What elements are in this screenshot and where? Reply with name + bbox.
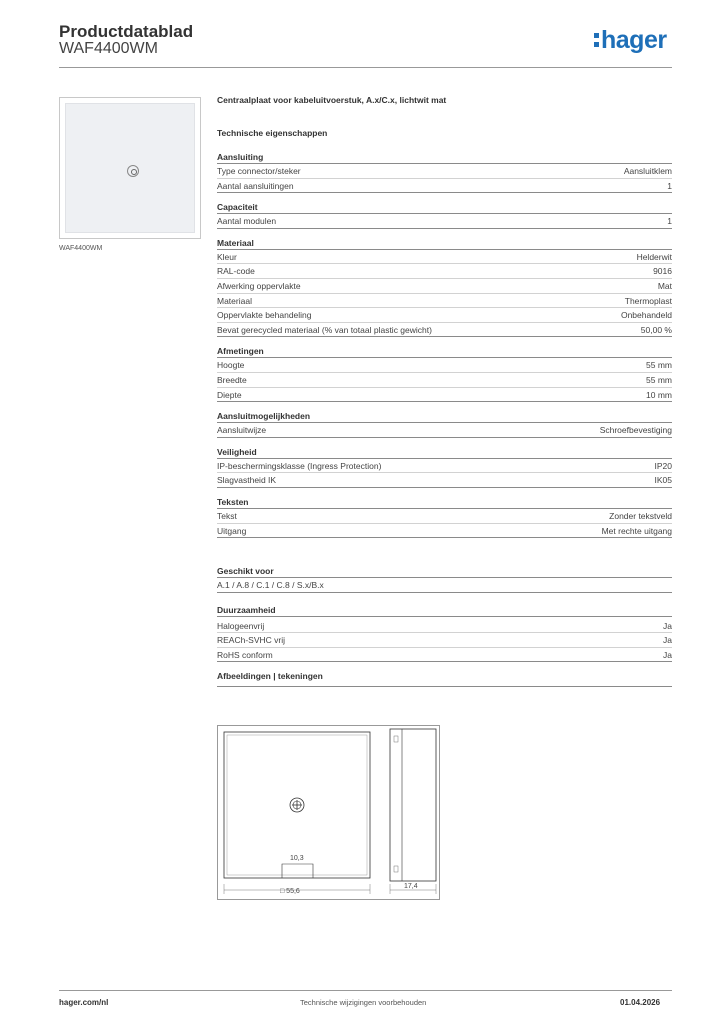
dim-width-label: □ 55,6 — [280, 888, 300, 895]
spec-row — [217, 578, 672, 593]
spec-row — [217, 264, 672, 279]
spec-row — [217, 358, 672, 373]
spec-section — [217, 344, 672, 402]
spec-value: Thermoplast — [624, 295, 672, 306]
spec-label: Breedte — [217, 374, 247, 385]
spec-label: Oppervlakte behandeling — [217, 310, 312, 321]
spec-row — [217, 524, 672, 539]
spec-row — [217, 294, 672, 309]
spec-label: IP-beschermingsklasse (Ingress Protection) — [217, 460, 382, 471]
spec-row — [217, 164, 672, 179]
spec-label: Aantal aansluitingen — [217, 180, 294, 191]
section-title: Capaciteit — [217, 200, 672, 214]
dim-depth-label: 17,4 — [404, 883, 418, 890]
footer-website[interactable]: hager.com/nl — [59, 998, 109, 1007]
spec-value: Ja — [663, 649, 672, 660]
spec-label: Diepte — [217, 389, 242, 400]
section-title: Veiligheid — [217, 445, 672, 459]
spec-label: Materiaal — [217, 295, 252, 306]
spec-row — [217, 323, 672, 338]
footer-divider — [59, 990, 672, 991]
drawings-title: Afbeeldingen | tekeningen — [217, 671, 672, 687]
dim-opening-label: 10,3 — [290, 855, 304, 862]
spec-label: REACh-SVHC vrij — [217, 635, 286, 646]
spec-value: Onbehandeld — [620, 310, 672, 321]
spec-label: Uitgang — [217, 525, 247, 536]
spec-value: 55 mm — [646, 360, 672, 371]
spec-row — [217, 473, 672, 488]
spec-row — [217, 619, 672, 634]
spec-value: 9016 — [653, 266, 672, 277]
spec-label: Aansluitwijze — [217, 425, 267, 436]
spec-label: Hoogte — [217, 360, 245, 371]
spec-value: Met rechte uitgang — [601, 525, 672, 536]
drawing-svg — [218, 726, 441, 901]
spec-section — [217, 236, 672, 338]
product-description: Centraalplaat voor kabeluitvoerstuk, A.x/C.x, lichtwit mat — [217, 95, 447, 105]
product-image-caption: WAF4400WM — [59, 245, 103, 252]
spec-value: Mat — [657, 280, 672, 291]
sustainability-section — [217, 603, 672, 663]
spec-row — [217, 179, 672, 194]
outlet-notch — [282, 864, 313, 878]
spec-row — [217, 388, 672, 403]
spec-section — [217, 200, 672, 229]
spec-value: Aansluitklem — [623, 166, 672, 176]
section-title: Teksten — [217, 495, 672, 509]
spec-section — [217, 409, 672, 438]
footer-disclaimer: Technische wijzigingen voorbehouden — [300, 998, 427, 1007]
product-image — [59, 97, 201, 239]
spec-label: RAL-code — [217, 266, 255, 277]
spec-label: A.1 / A.8 / C.1 / C.8 / S.x/B.x — [217, 580, 324, 591]
technical-drawing — [217, 725, 440, 900]
spec-section — [217, 445, 672, 488]
spec-value: IP20 — [654, 460, 672, 471]
side-view-outline — [390, 729, 436, 881]
product-code: WAF4400WM — [59, 40, 158, 57]
spec-label: Bevat gerecycled materiaal (% van totaal plastic gewicht) — [217, 324, 432, 335]
spec-section — [217, 495, 672, 538]
spec-value: 1 — [667, 216, 672, 227]
spec-content — [217, 95, 672, 687]
spec-row — [217, 633, 672, 648]
section-title: Aansluiting — [217, 150, 672, 164]
spec-label: Halogeenvrij — [217, 620, 265, 631]
spec-value: 10 mm — [646, 389, 672, 400]
spec-row — [217, 423, 672, 438]
hager-logo: hager — [594, 26, 667, 55]
spec-sections — [217, 150, 672, 538]
spec-row — [217, 509, 672, 524]
spec-value: Ja — [663, 635, 672, 646]
spec-label: Slagvastheid IK — [217, 475, 277, 486]
spec-label: Afwerking oppervlakte — [217, 280, 301, 291]
spec-row — [217, 648, 672, 663]
header-divider — [59, 67, 672, 68]
footer-date: 01.04.2026 — [620, 998, 661, 1007]
spec-label: Type connector/steker — [217, 166, 301, 176]
suitable-section — [217, 564, 672, 593]
spec-value: 1 — [667, 180, 672, 191]
document-title: Productdatablad — [59, 22, 194, 41]
spec-label: Tekst — [217, 510, 237, 521]
section-title: Materiaal — [217, 236, 672, 250]
spec-row — [217, 308, 672, 323]
spec-label: Aantal modulen — [217, 216, 277, 227]
spec-label: RoHS conform — [217, 649, 273, 660]
spec-row — [217, 214, 672, 229]
section-title: Duurzaamheid — [217, 603, 672, 617]
spec-label: Kleur — [217, 251, 237, 262]
spec-value: Schroefbevestiging — [599, 425, 672, 436]
section-title: Geschikt voor — [217, 564, 672, 578]
spec-row — [217, 250, 672, 265]
spec-section — [217, 150, 672, 193]
section-title: Aansluitmogelijkheden — [217, 409, 672, 423]
spec-row — [217, 279, 672, 294]
section-title: Afmetingen — [217, 344, 672, 358]
logo-dots-icon — [594, 33, 599, 47]
cable-outlet-icon — [127, 165, 139, 177]
spec-row — [217, 373, 672, 388]
spec-row — [217, 459, 672, 474]
spec-value: IK05 — [654, 475, 672, 486]
tech-properties-title: Technische eigenschappen — [217, 128, 328, 138]
spec-value: Helderwit — [636, 251, 672, 262]
spec-value: Ja — [663, 620, 672, 631]
spec-value: 50,00 % — [640, 324, 672, 335]
spec-value: Zonder tekstveld — [609, 510, 672, 521]
spec-value: 55 mm — [646, 374, 672, 385]
plate-icon — [65, 103, 195, 233]
